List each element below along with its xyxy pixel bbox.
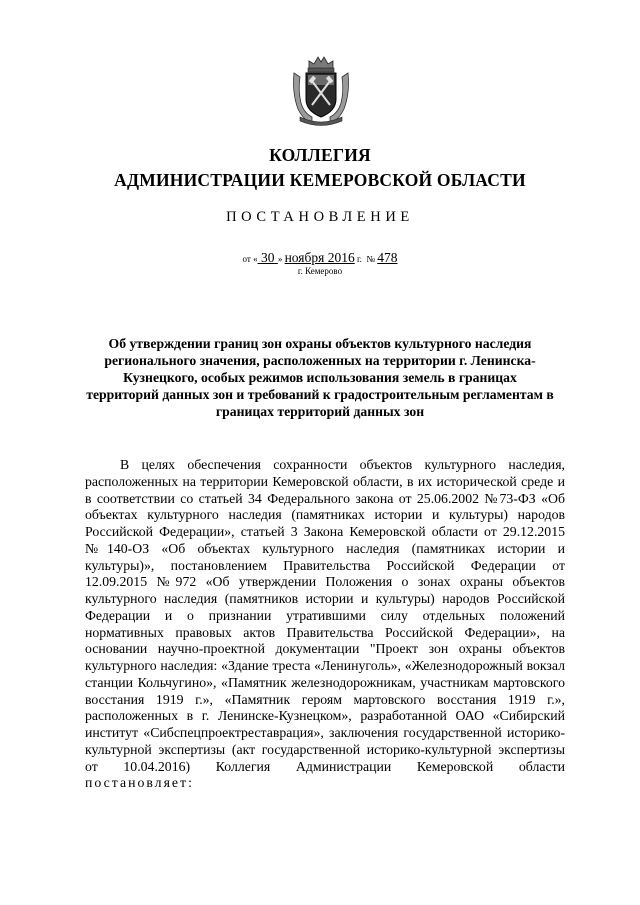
document-type: ПОСТАНОВЛЕНИЕ bbox=[226, 209, 414, 225]
place-of-issue: г. Кемерово bbox=[297, 266, 343, 276]
date-month-year: ноября 2016 bbox=[284, 250, 355, 265]
document-title: Об утверждении границ зон охраны объектов культурного наследия регионального значения, расположенных на территории г. Ленинска-Кузнецкого, особых режимов использования земель в границах территорий данных зон и требований к градостроительным регламентам в границах территорий данных зон bbox=[86, 336, 554, 419]
body-text: В целях обеспечения сохранности объектов культурного наследия, расположенных на территории Кемеровской области, в их исторической среде и в соответствии со статьей 34 Федерального закона от 25.06.2002 №73-ФЗ «Об объектах культурного наследия (памятниках истории и культуры) народов Российской Федерации», статьей 3 Закона Кемеровской области от 29.12.2015 №140-ОЗ «Об объектах культурного наследия (памятниках истории и культуры)», постановлением Правительства Российской Федерации от 12.09.2015 №972 «Об утверждении Положения о зонах охраны объектов культурного наследия (памятников истории и культуры) народов Российской Федерации и о признании утратившими силу отдельных положений нормативных правовых актов Правительства Российской Федерации», на основании научно-проектной документации "Проект зон охраны объектов культурного наследия: «Здание треста «Ленинуголь», «Железнодорожный вокзал станции Кольчугино», «Памятник железнодорожникам, участникам мартовского восстания 1919 г.», «Памятник героям мартовского восстания 1919 г.», расположенных в г. Ленинске-Кузнецком», разработанной ОАО «Сибирский институт «Сибспецпроектреставрация», заключения государственной историко-культурной экспертизы (акт государственной историко-культурной экспертизы от 10.04.2016) Коллегия Администрации Кемеровской области bbox=[85, 457, 565, 774]
body-paragraph bbox=[85, 457, 565, 792]
document-number: 478 bbox=[377, 250, 398, 265]
date-day: 30 bbox=[260, 250, 275, 265]
date-prefix: от « bbox=[242, 254, 258, 264]
org-name-line2: АДМИНИСТРАЦИИ КЕМЕРОВСКОЙ ОБЛАСТИ bbox=[114, 170, 526, 190]
coat-of-arms-icon bbox=[290, 53, 352, 127]
date-mid: » bbox=[277, 254, 283, 264]
date-year-suffix: г. bbox=[356, 254, 362, 264]
date-number-line bbox=[0, 251, 640, 266]
body-closing: постановляет: bbox=[85, 775, 194, 791]
number-label: № bbox=[366, 254, 375, 264]
org-name-line1: КОЛЛЕГИЯ bbox=[269, 145, 371, 165]
